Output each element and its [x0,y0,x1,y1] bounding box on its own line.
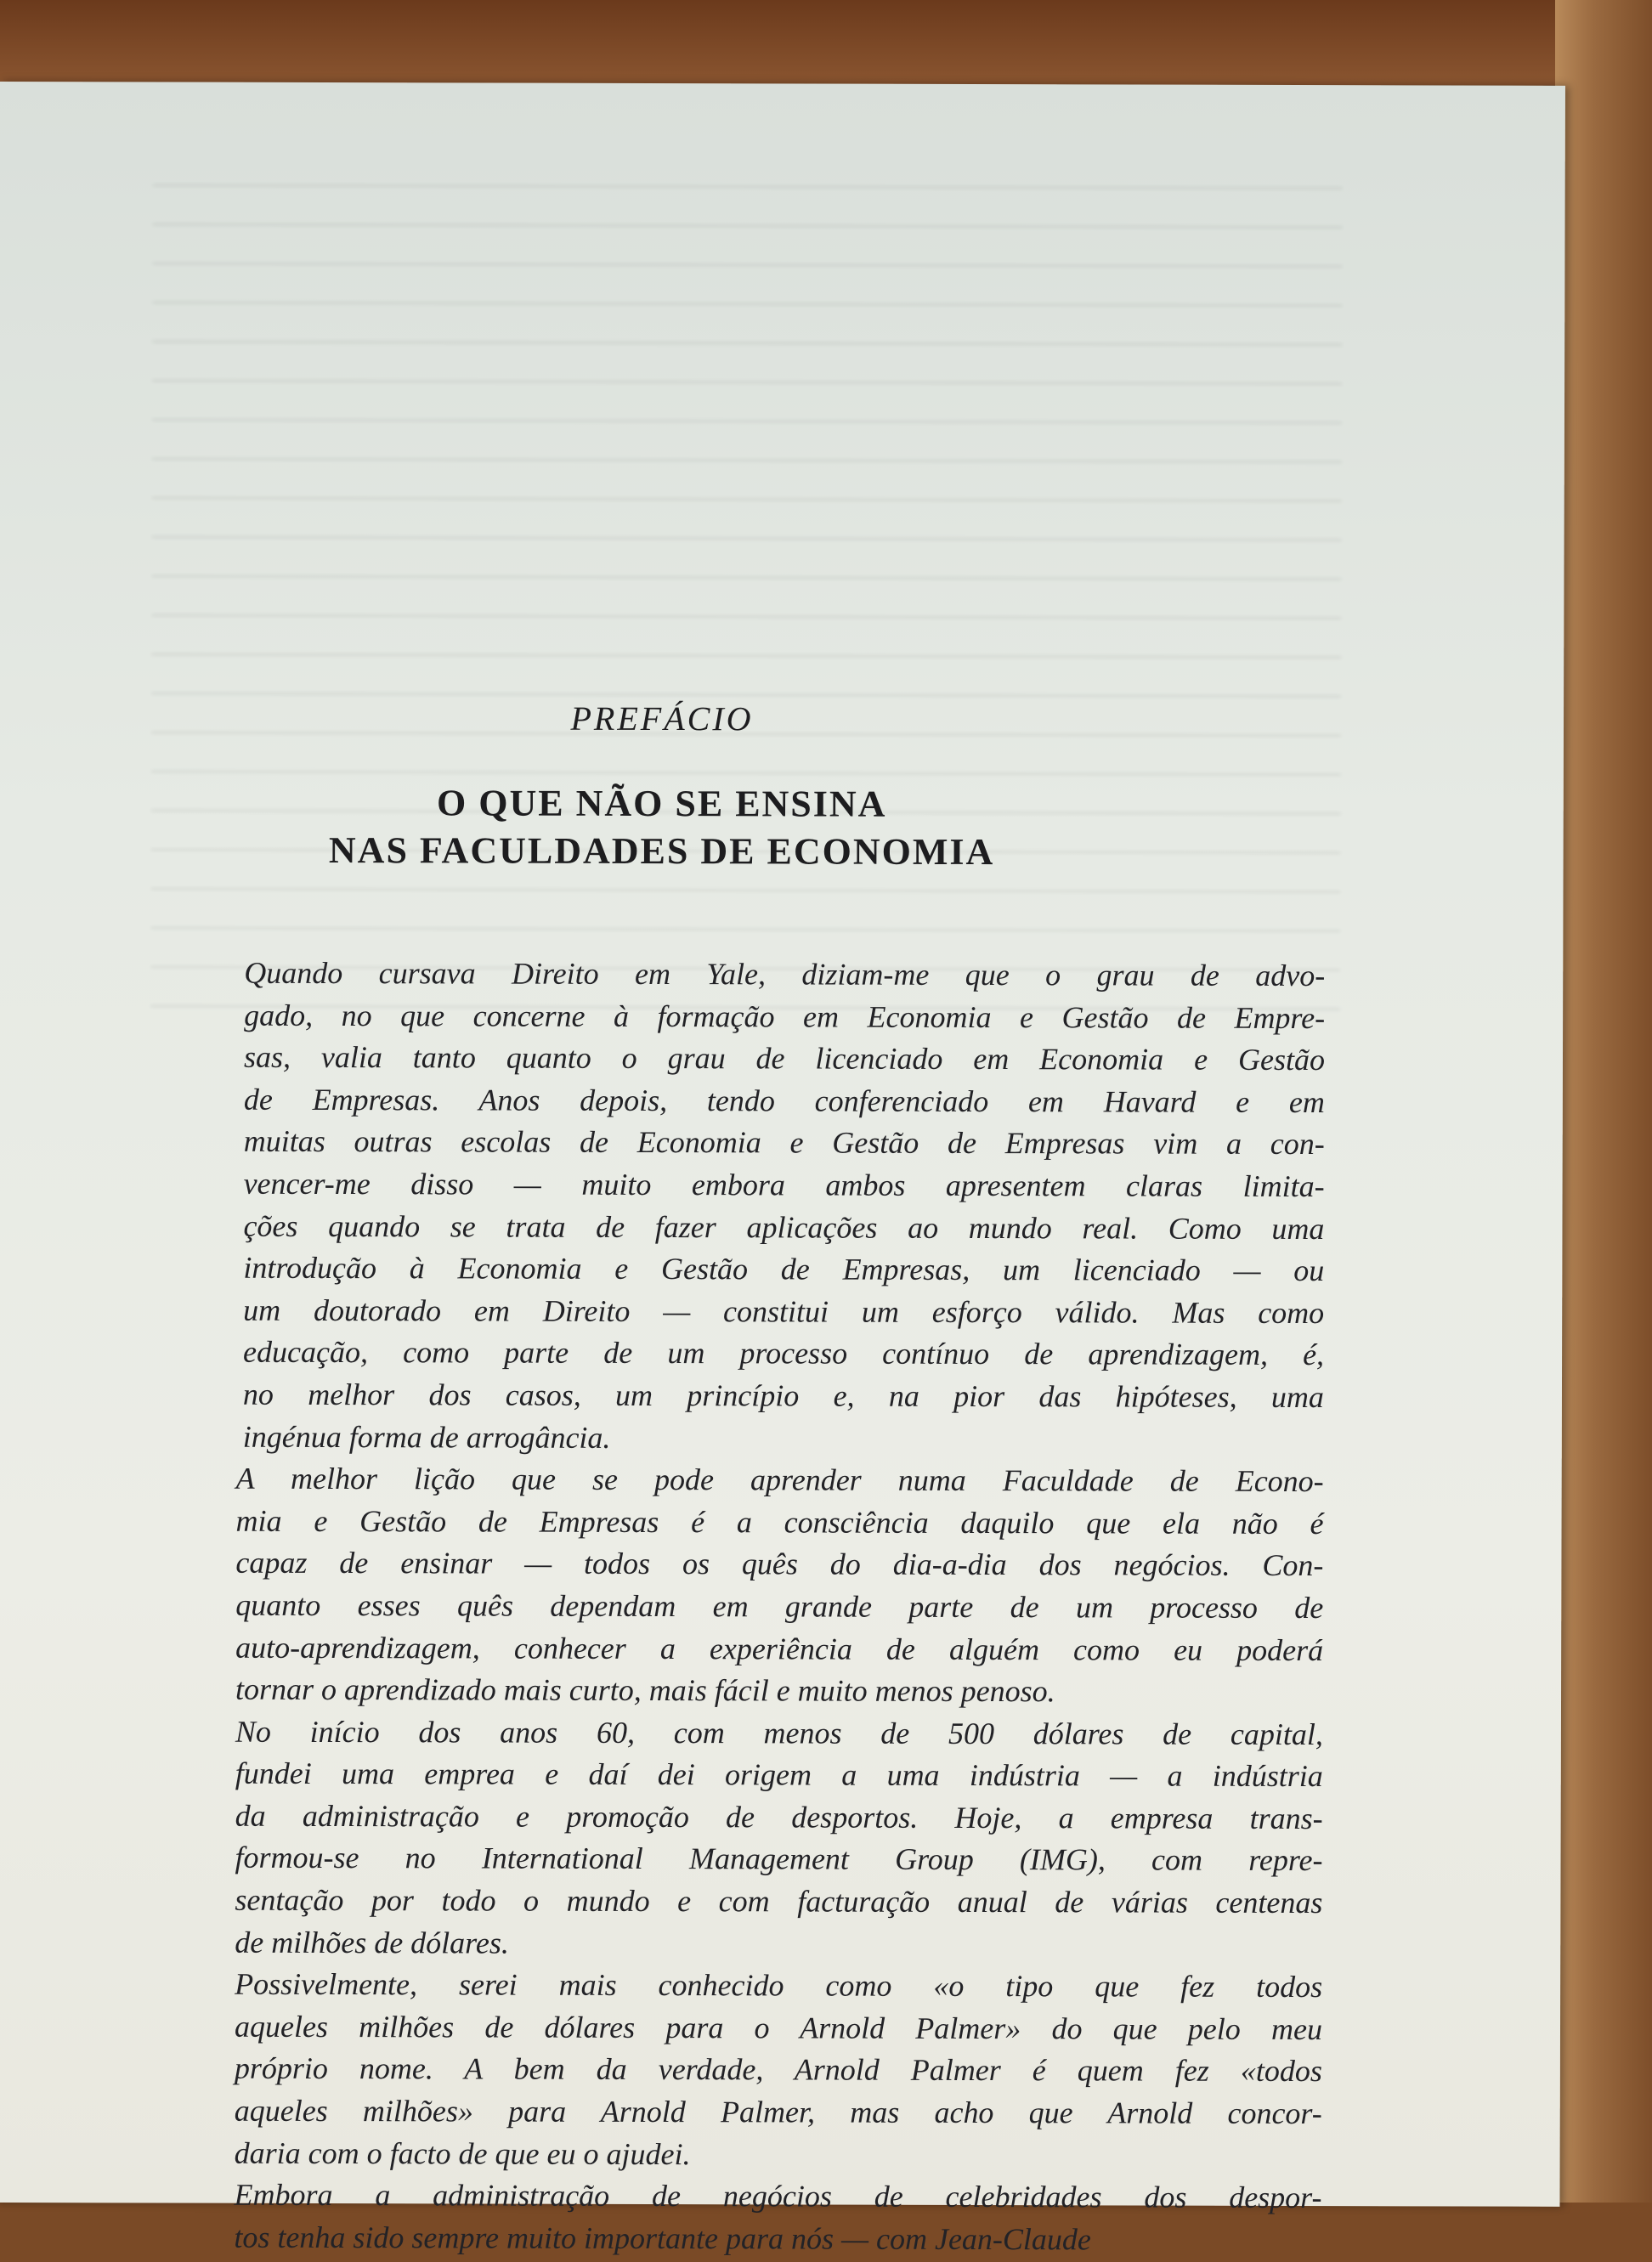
text-line: aqueles milhões» para Arnold Palmer, mas acho que Arnold concor- [234,2093,1322,2131]
paragraph [176,1458,1324,1714]
text-line: quanto esses quês dependam em grande parte de um processo de [235,1587,1324,1625]
text-line: gado, no que concerne à formação em Economia e Gestão de Empre- [244,998,1326,1035]
book-page [0,82,1565,2257]
text-line: capaz de ensinar — todos os quês do dia-a-dia dos negócios. Con- [235,1546,1324,1583]
text-line: mia e Gestão de Empresas é a consciência daquilo que ela não é [235,1503,1324,1541]
text-line: formou-se no International Management Group (IMG), com repre- [235,1841,1323,1878]
text-line: sas, valia tanto quanto o grau de licenciado em Economia e Gestão [243,1039,1326,1077]
text-line: Embora a administração de negócios de celebridades dos despor- [234,2177,1322,2215]
chapter-title-line-2: NAS FACULDADES DE ECONOMIA [328,829,995,874]
backdrop-right [1555,0,1652,2203]
text-line: no melhor dos casos, um princípio e, na pior das hipóteses, uma [242,1377,1325,1415]
text-line: de milhões de dólares. [235,1925,509,1960]
paragraph [174,2174,1321,2262]
text-line: educação, como parte de um processo contínuo de aprendizagem, é, [243,1335,1325,1372]
text-line: da administração e promoção de desportos. Hoje, a empresa trans- [235,1798,1323,1835]
text-line: tornar o aprendizado mais curto, mais fácil e muito menos penoso. [235,1671,1055,1709]
text-line: ções quando se trata de fazer aplicações ao mundo real. Como uma [243,1208,1325,1246]
text-line: aqueles milhões de dólares para o Arnold Palmer» do que pelo meu [234,2009,1323,2046]
text-line: sentação por todo o mundo e com facturação anual de várias centenas [235,1882,1323,1920]
text-line: um doutorado em Direito — constitui um esforço válido. Mas como [243,1292,1325,1330]
text-line: daria com o facto de que eu o ajudei. [234,2135,691,2171]
paragraph [177,953,1326,1462]
text-line: ingénua forma de arrogância. [242,1419,611,1455]
text-line: vencer-me disso — muito embora ambos apresentem claras limita- [243,1166,1325,1204]
text-line: Quando cursava Direito em Yale, diziam-me que o grau de advo- [244,955,1326,993]
show-through-text [150,184,1343,1037]
text-line: introdução à Economia e Gestão de Empresas, um licenciado — ou [243,1250,1325,1288]
text-line: auto-aprendizagem, conhecer a experiência de alguém como eu poderá [235,1630,1324,1667]
backdrop-top [0,0,1652,85]
text-line: muitas outras escolas de Economia e Gestão de Empresas vim a con- [243,1124,1325,1162]
text-line: fundei uma emprea e daí dei origem a uma indústria — a indústria [235,1756,1323,1794]
text-line: tos tenha sido sempre muito importante para nós — com Jean-Claude [234,2220,1092,2257]
paragraph [175,1964,1323,2178]
text-line: de Empresas. Anos depois, tendo conferenciado em Havard e em [243,1082,1325,1119]
section-label: PREFÁCIO [570,698,754,738]
text-line: próprio nome. A bem da verdade, Arnold Palmer é quem fez «todos [234,2051,1322,2089]
text-line: Possivelmente, serei mais conhecido como «o tipo que fez todos [235,1966,1323,2005]
body-text [174,953,1325,2262]
text-line: A melhor lição que se pode aprender numa Faculdade de Econo- [235,1461,1324,1499]
chapter-title-line-1: O QUE NÃO SE ENSINA [436,782,887,825]
paragraph [175,1711,1323,1966]
text-line: No início dos anos 60, com menos de 500 dólares de capital, [235,1714,1323,1751]
